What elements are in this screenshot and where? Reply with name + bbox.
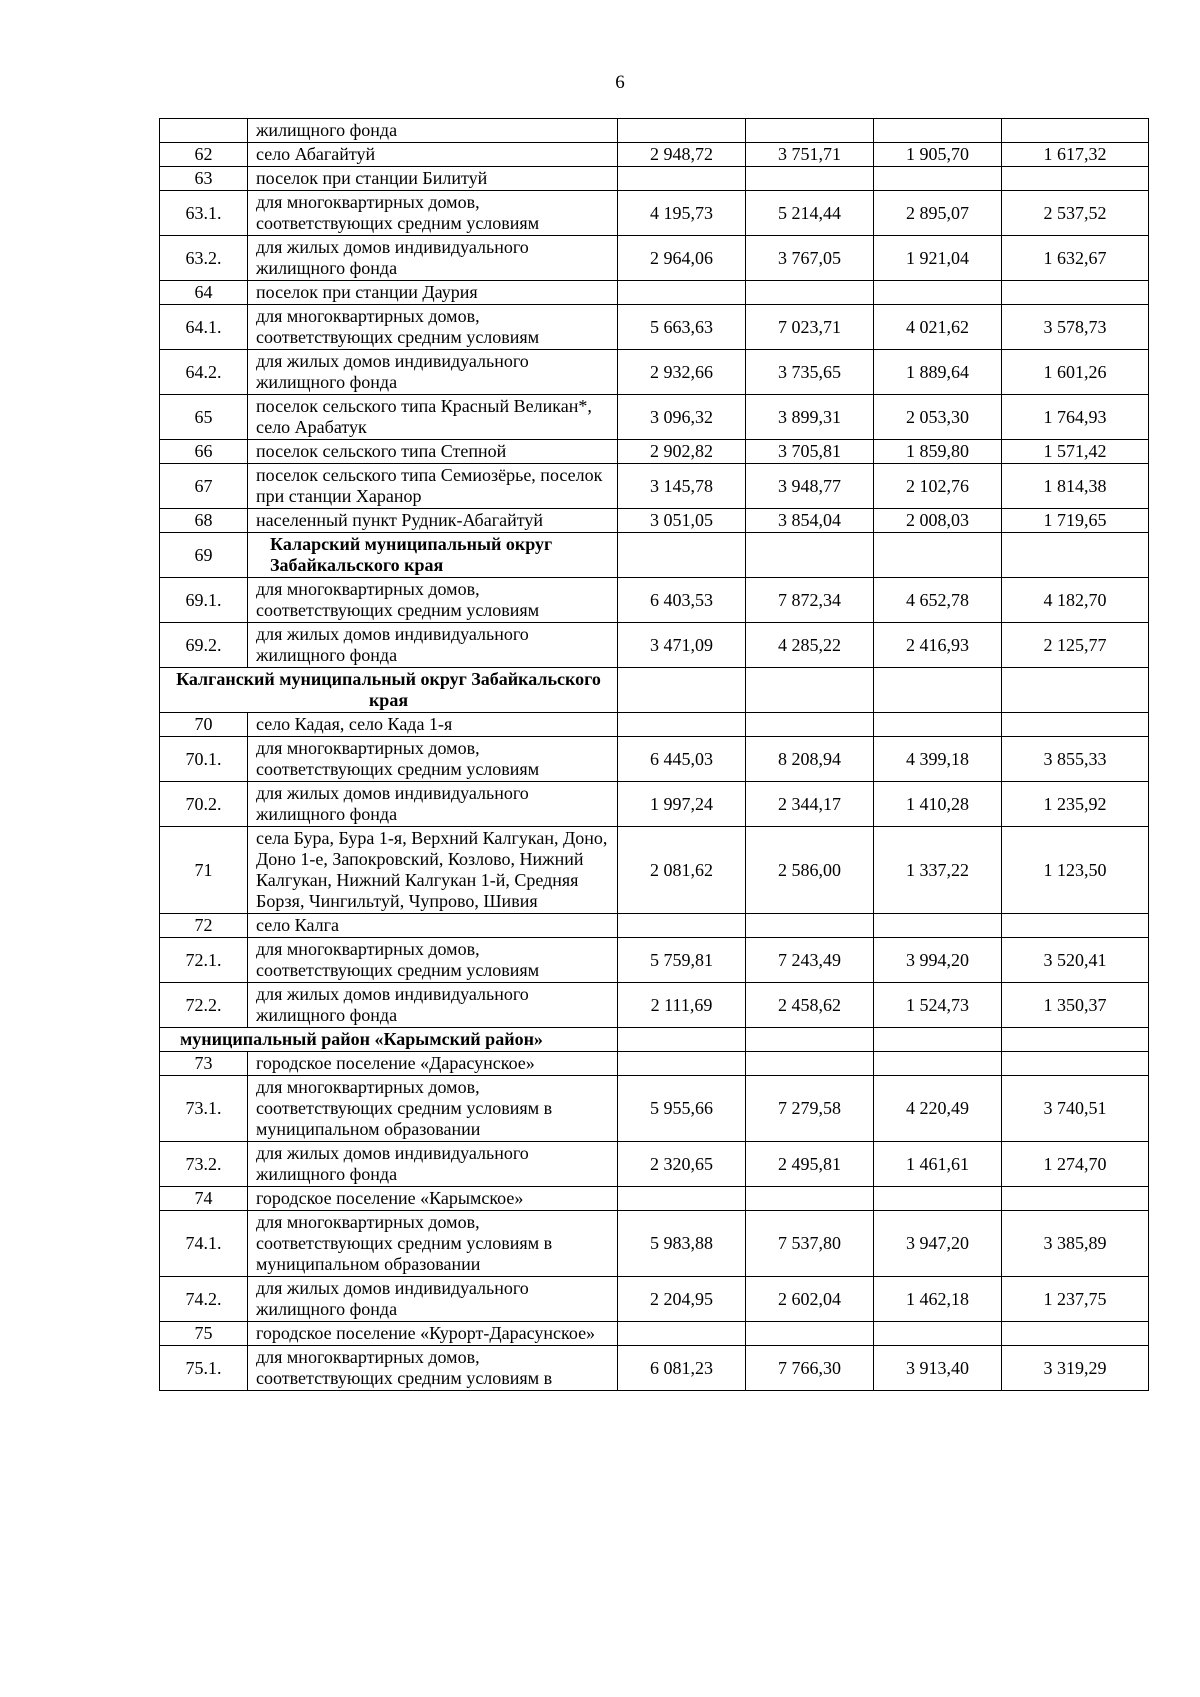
table-row [160,1346,1149,1391]
value-cell: 3 385,89 [1002,1211,1149,1277]
value-cell: 2 586,00 [746,827,874,914]
value-cell [874,167,1002,191]
value-cell: 3 751,71 [746,143,874,167]
value-cell [1002,533,1149,578]
value-cell: 2 902,82 [618,440,746,464]
value-cell [1002,1322,1149,1346]
value-cell: 3 767,05 [746,236,874,281]
value-cell: 1 461,61 [874,1142,1002,1187]
value-cell: 1 410,28 [874,782,1002,827]
row-name: населенный пункт Рудник-Абагайтуй [248,509,618,533]
row-name: для жилых домов индивидуального жилищного фонда [248,236,618,281]
value-cell: 2 344,17 [746,782,874,827]
value-cell [746,1028,874,1052]
row-name: для жилых домов индивидуального жилищного фонда [248,782,618,827]
row-number: 70 [160,713,248,737]
value-cell: 2 416,93 [874,623,1002,668]
value-cell: 3 740,51 [1002,1076,1149,1142]
row-number: 63.2. [160,236,248,281]
value-cell: 6 445,03 [618,737,746,782]
row-name: городское поселение «Курорт-Дарасунское» [248,1322,618,1346]
row-number: 63.1. [160,191,248,236]
table-row [160,395,1149,440]
row-number: 63 [160,167,248,191]
value-cell: 3 994,20 [874,938,1002,983]
value-cell [874,713,1002,737]
district-heading: Каларский муниципальный округ Забайкальского края [248,533,618,578]
value-cell [874,1187,1002,1211]
value-cell: 4 220,49 [874,1076,1002,1142]
value-cell: 7 872,34 [746,578,874,623]
value-cell [1002,281,1149,305]
value-cell: 5 663,63 [618,305,746,350]
value-cell: 2 537,52 [1002,191,1149,236]
page-number: 6 [615,72,625,93]
value-cell [1002,1187,1149,1211]
value-cell: 1 350,37 [1002,983,1149,1028]
value-cell: 3 948,77 [746,464,874,509]
row-name: для многоквартирных домов, соответствующих средним условиям [248,737,618,782]
table-row [160,914,1149,938]
value-cell: 1 274,70 [1002,1142,1149,1187]
value-cell: 1 235,92 [1002,782,1149,827]
value-cell [1002,1052,1149,1076]
value-cell: 5 759,81 [618,938,746,983]
row-number: 74.2. [160,1277,248,1322]
value-cell [746,119,874,143]
row-number: 73.1. [160,1076,248,1142]
value-cell [1002,668,1149,713]
row-number: 72.1. [160,938,248,983]
value-cell: 3 096,32 [618,395,746,440]
row-name: для многоквартирных домов, соответствующих средним условиям в муниципальном образовании [248,1076,618,1142]
row-name: для жилых домов индивидуального жилищного фонда [248,1277,618,1322]
value-cell [874,1052,1002,1076]
value-cell: 3 947,20 [874,1211,1002,1277]
row-number [160,119,248,143]
value-cell: 2 964,06 [618,236,746,281]
value-cell [874,533,1002,578]
value-cell: 1 921,04 [874,236,1002,281]
row-number: 72 [160,914,248,938]
value-cell [618,167,746,191]
value-cell: 1 123,50 [1002,827,1149,914]
value-cell: 1 859,80 [874,440,1002,464]
value-cell [874,1322,1002,1346]
value-cell: 1 524,73 [874,983,1002,1028]
row-number: 64.1. [160,305,248,350]
value-cell: 5 955,66 [618,1076,746,1142]
value-cell: 1 905,70 [874,143,1002,167]
row-name: для многоквартирных домов, соответствующих средним условиям в [248,1346,618,1391]
row-name: поселок сельского типа Красный Великан*, село Арабатук [248,395,618,440]
value-cell: 3 471,09 [618,623,746,668]
value-cell [618,533,746,578]
value-cell: 4 285,22 [746,623,874,668]
row-name: для жилых домов индивидуального жилищного фонда [248,983,618,1028]
row-name: поселок при станции Билитуй [248,167,618,191]
value-cell [618,1052,746,1076]
value-cell: 3 051,05 [618,509,746,533]
value-cell: 1 719,65 [1002,509,1149,533]
value-cell: 6 403,53 [618,578,746,623]
value-cell: 2 895,07 [874,191,1002,236]
value-cell [746,1187,874,1211]
value-cell [618,668,746,713]
value-cell: 3 578,73 [1002,305,1149,350]
row-number: 67 [160,464,248,509]
value-cell: 2 111,69 [618,983,746,1028]
value-cell: 3 899,31 [746,395,874,440]
data-table [159,118,1149,1391]
table-row [160,983,1149,1028]
value-cell: 4 195,73 [618,191,746,236]
value-cell: 5 214,44 [746,191,874,236]
value-cell: 2 008,03 [874,509,1002,533]
value-cell: 1 237,75 [1002,1277,1149,1322]
value-cell [874,281,1002,305]
row-number: 69.1. [160,578,248,623]
value-cell: 2 204,95 [618,1277,746,1322]
table-row [160,713,1149,737]
row-name: городское поселение «Карымское» [248,1187,618,1211]
value-cell: 3 855,33 [1002,737,1149,782]
value-cell [746,281,874,305]
value-cell: 3 145,78 [618,464,746,509]
section-heading: Калганский муниципальный округ Забайкальского края [160,668,618,713]
value-cell: 3 854,04 [746,509,874,533]
value-cell [874,1028,1002,1052]
value-cell: 1 764,93 [1002,395,1149,440]
value-cell [618,281,746,305]
value-cell: 2 458,62 [746,983,874,1028]
value-cell [1002,713,1149,737]
value-cell: 3 705,81 [746,440,874,464]
value-cell: 3 520,41 [1002,938,1149,983]
value-cell: 2 102,76 [874,464,1002,509]
value-cell: 4 021,62 [874,305,1002,350]
value-cell: 1 571,42 [1002,440,1149,464]
table-row [160,938,1149,983]
value-cell: 2 081,62 [618,827,746,914]
value-cell: 4 399,18 [874,737,1002,782]
row-name: для жилых домов индивидуального жилищного фонда [248,623,618,668]
row-number: 73.2. [160,1142,248,1187]
row-name: поселок при станции Даурия [248,281,618,305]
value-cell [1002,167,1149,191]
value-cell [874,119,1002,143]
section-heading: муниципальный район «Карымский район» [160,1028,618,1052]
table-row [160,623,1149,668]
table-row [160,533,1149,578]
table-row [160,440,1149,464]
table-row [160,737,1149,782]
value-cell [618,119,746,143]
value-cell [618,1322,746,1346]
row-number: 64.2. [160,350,248,395]
value-cell: 4 652,78 [874,578,1002,623]
value-cell [874,914,1002,938]
table-row [160,464,1149,509]
value-cell: 2 948,72 [618,143,746,167]
row-name: жилищного фонда [248,119,618,143]
value-cell [746,713,874,737]
value-cell [618,1187,746,1211]
row-name: село Абагайтуй [248,143,618,167]
row-name: для жилых домов индивидуального жилищного фонда [248,350,618,395]
value-cell [618,914,746,938]
row-number: 73 [160,1052,248,1076]
value-cell [746,668,874,713]
table-row [160,236,1149,281]
value-cell: 8 208,94 [746,737,874,782]
row-name: поселок сельского типа Степной [248,440,618,464]
row-name: села Бура, Бура 1-я, Верхний Калгукан, Доно, Доно 1-е, Запокровский, Козлово, Нижний Калгукан, Нижний Калгукан 1-й, Средняя Борзя, Чингильтуй, Чупрово, Шивия [248,827,618,914]
table-row [160,305,1149,350]
row-number: 71 [160,827,248,914]
row-name: для многоквартирных домов, соответствующих средним условиям [248,938,618,983]
value-cell: 1 632,67 [1002,236,1149,281]
row-name: поселок сельского типа Семиозёрье, поселок при станции Харанор [248,464,618,509]
row-number: 62 [160,143,248,167]
table-row [160,191,1149,236]
table-body [160,119,1149,1391]
value-cell: 2 125,77 [1002,623,1149,668]
table-row [160,167,1149,191]
value-cell [874,668,1002,713]
value-cell [746,167,874,191]
value-cell: 2 495,81 [746,1142,874,1187]
value-cell: 1 601,26 [1002,350,1149,395]
row-name: село Калга [248,914,618,938]
value-cell [746,533,874,578]
row-name: городское поселение «Дарасунское» [248,1052,618,1076]
table-row [160,1211,1149,1277]
table-row [160,1076,1149,1142]
value-cell [1002,914,1149,938]
value-cell [618,1028,746,1052]
value-cell: 3 913,40 [874,1346,1002,1391]
table-row [160,827,1149,914]
value-cell: 7 243,49 [746,938,874,983]
value-cell [1002,1028,1149,1052]
row-name: для многоквартирных домов, соответствующих средним условиям в муниципальном образовании [248,1211,618,1277]
table-row [160,350,1149,395]
table-row [160,578,1149,623]
table-row [160,668,1149,713]
row-name: для многоквартирных домов, соответствующих средним условиям [248,305,618,350]
table-row [160,1187,1149,1211]
table-row [160,782,1149,827]
value-cell: 7 279,58 [746,1076,874,1142]
row-name: для многоквартирных домов, соответствующих средним условиям [248,578,618,623]
value-cell: 2 932,66 [618,350,746,395]
value-cell [746,1052,874,1076]
row-number: 74.1. [160,1211,248,1277]
table-row [160,143,1149,167]
row-number: 64 [160,281,248,305]
table-row [160,1028,1149,1052]
table-row [160,1142,1149,1187]
value-cell: 1 889,64 [874,350,1002,395]
row-number: 69.2. [160,623,248,668]
value-cell: 6 081,23 [618,1346,746,1391]
value-cell [746,914,874,938]
row-number: 72.2. [160,983,248,1028]
row-number: 75.1. [160,1346,248,1391]
table-row [160,281,1149,305]
value-cell: 4 182,70 [1002,578,1149,623]
value-cell: 2 602,04 [746,1277,874,1322]
row-name: для жилых домов индивидуального жилищного фонда [248,1142,618,1187]
value-cell [618,713,746,737]
value-cell: 1 814,38 [1002,464,1149,509]
value-cell [746,1322,874,1346]
row-name: село Кадая, село Када 1-я [248,713,618,737]
row-number: 66 [160,440,248,464]
row-number: 69 [160,533,248,578]
value-cell [1002,119,1149,143]
table-row [160,509,1149,533]
value-cell: 7 537,80 [746,1211,874,1277]
table-row [160,1277,1149,1322]
table-row [160,1052,1149,1076]
value-cell: 3 319,29 [1002,1346,1149,1391]
value-cell: 7 023,71 [746,305,874,350]
value-cell: 1 462,18 [874,1277,1002,1322]
row-number: 70.1. [160,737,248,782]
table-row [160,1322,1149,1346]
value-cell: 1 997,24 [618,782,746,827]
table-row [160,119,1149,143]
value-cell: 3 735,65 [746,350,874,395]
value-cell: 2 320,65 [618,1142,746,1187]
value-cell: 7 766,30 [746,1346,874,1391]
row-number: 65 [160,395,248,440]
row-number: 68 [160,509,248,533]
value-cell: 1 617,32 [1002,143,1149,167]
row-number: 75 [160,1322,248,1346]
value-cell: 1 337,22 [874,827,1002,914]
value-cell: 5 983,88 [618,1211,746,1277]
row-number: 74 [160,1187,248,1211]
value-cell: 2 053,30 [874,395,1002,440]
row-name: для многоквартирных домов, соответствующих средним условиям [248,191,618,236]
row-number: 70.2. [160,782,248,827]
